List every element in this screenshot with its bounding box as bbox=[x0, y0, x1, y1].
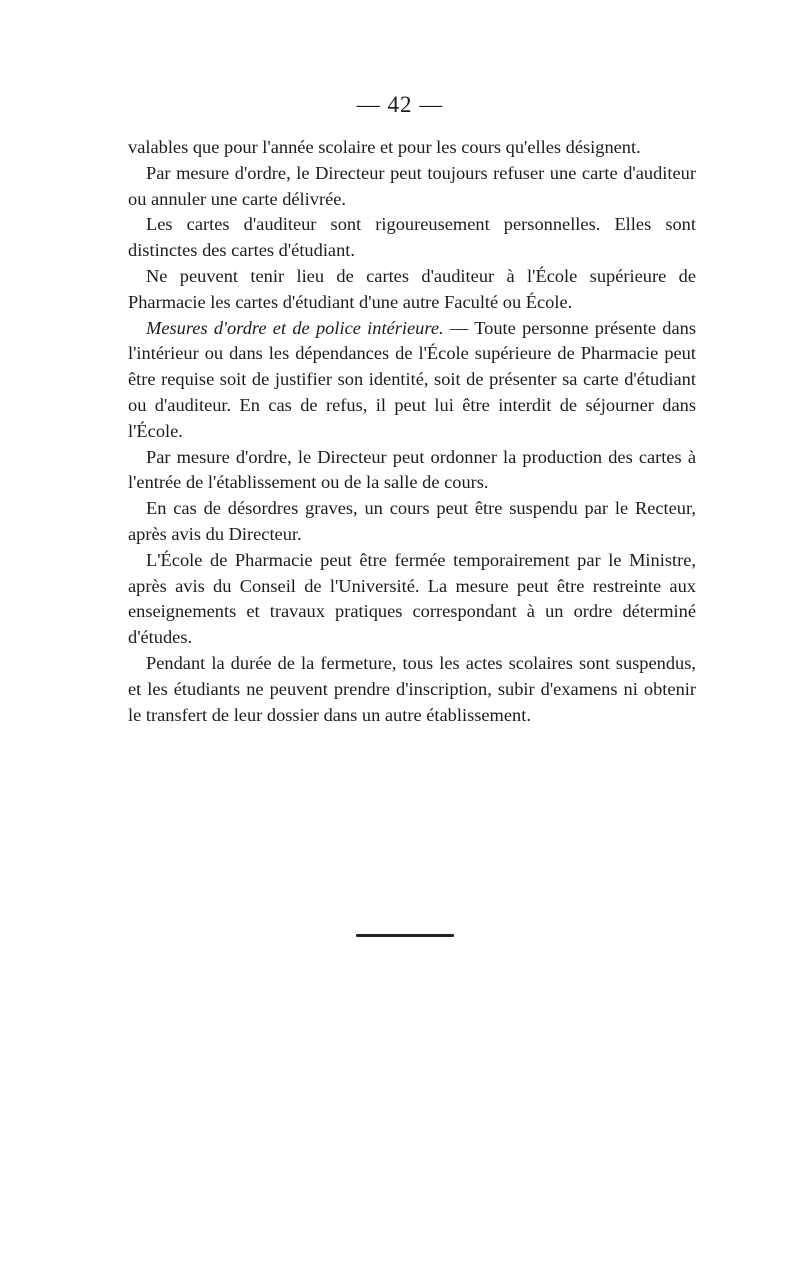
paragraph-closure-effects: Pendant la durée de la fermeture, tous les actes scolaires sont suspendus, et les étudiants ne peuvent prendre d'inscription, subir d'examens ni obtenir le transfert de leur dossier dans un autre établissement. bbox=[128, 652, 696, 725]
page-number: — 42 — bbox=[356, 92, 444, 117]
section-heading-internal-police: Mesures d'ordre et de police intérieure. bbox=[146, 317, 444, 338]
paragraph-card-inspection: Par mesure d'ordre, le Directeur peut ordonner la production des cartes à l'entrée de l'établissement ou de la salle de cours. bbox=[128, 446, 696, 493]
paragraph-card-refusal: Par mesure d'ordre, le Directeur peut toujours refuser une carte d'auditeur ou annuler une carte délivrée. bbox=[128, 162, 696, 209]
closing-rule bbox=[356, 934, 454, 937]
paragraph-school-closure: L'École de Pharmacie peut être fermée temporairement par le Ministre, après avis du Conseil de l'Université. La mesure peut être restreinte aux enseignements et travaux pratiques correspondant à un ordre déterminé d'études. bbox=[128, 549, 696, 648]
paragraph-card-personal: Les cartes d'auditeur sont rigoureusement personnelles. Elles sont distinctes des cartes d'étudiant. bbox=[128, 214, 696, 261]
paragraph-internal-police-text: — Toute personne présente dans l'intérieur ou dans les dépendances de l'École supérieure de Pharmacie peut être requise soit de justifier son identité, soit de présenter sa carte d'étudiant ou d'auditeur. En cas de refus, il peut lui être interdit de séjourner dans l'École. bbox=[128, 317, 696, 441]
paragraph-continuation: valables que pour l'année scolaire et pour les cours qu'elles désignent. bbox=[128, 137, 641, 157]
body-text bbox=[128, 135, 696, 728]
paragraph-course-suspension: En cas de désordres graves, un cours peut être suspendu par le Recteur, après avis du Directeur. bbox=[128, 498, 696, 544]
paragraph-internal-police bbox=[128, 316, 696, 445]
paragraph-card-equivalence: Ne peuvent tenir lieu de cartes d'auditeur à l'École supérieure de Pharmacie les cartes d'étudiant d'une autre Faculté ou École. bbox=[128, 265, 696, 312]
